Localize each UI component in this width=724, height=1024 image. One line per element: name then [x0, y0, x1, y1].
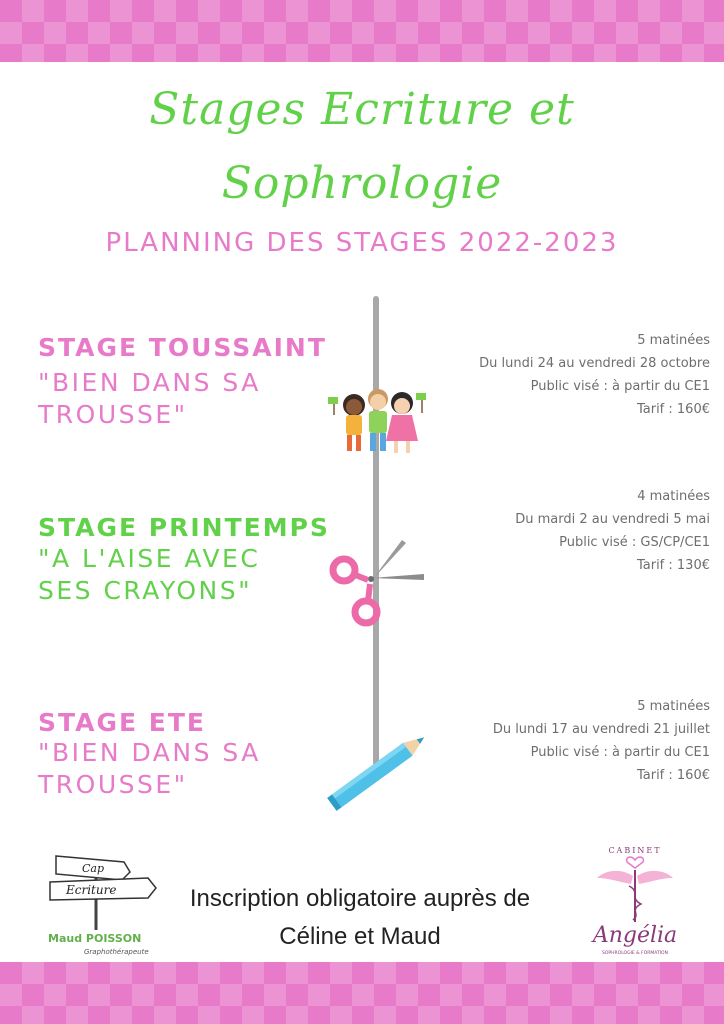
info-dates: Du lundi 24 au vendredi 28 octobre [479, 356, 710, 371]
stage-ete-subtitle: "BIEN DANS SA TROUSSE" [38, 738, 261, 799]
stage-ete-title: STAGE ETE [38, 708, 206, 737]
pencil-icon [326, 722, 438, 814]
angelia-logo [585, 842, 685, 960]
logo-left-role: Graphothérapeute [84, 948, 149, 956]
inscription-text [150, 880, 570, 956]
info-dates: Du mardi 2 au vendredi 5 mai [515, 512, 710, 527]
logo-left-name: Maud POISSON [48, 932, 142, 945]
inscription-line2: Céline et Maud [279, 923, 441, 950]
scissors-icon [328, 534, 432, 628]
stage-toussaint-subtitle: "BIEN DANS SA TROUSSE" [38, 368, 261, 429]
stage-printemps-title: STAGE PRINTEMPS [38, 513, 330, 542]
children-icon [326, 385, 430, 457]
logo-right-name: Angélia [592, 923, 678, 948]
stage-ete-info [493, 695, 710, 787]
logo-right-top: CABINET [608, 846, 662, 855]
stage-toussaint-title: STAGE TOUSSAINT [38, 333, 327, 362]
logo-right-tagline: SOPHROLOGIE & FORMATION [602, 951, 668, 956]
info-price: Tarif : 160€ [636, 768, 710, 783]
info-price: Tarif : 130€ [636, 558, 710, 573]
page-title-line1: Stages Ecriture et [149, 84, 575, 135]
info-audience: Public visé : GS/CP/CE1 [559, 535, 710, 550]
info-sessions: 4 matinées [637, 489, 710, 504]
sign-bottom-text: Ecriture [66, 883, 117, 897]
info-sessions: 5 matinées [637, 699, 710, 714]
stage-printemps-info [515, 485, 710, 577]
timeline-line [373, 296, 379, 766]
sign-top-text: Cap [82, 862, 105, 875]
info-dates: Du lundi 17 au vendredi 21 juillet [492, 722, 710, 737]
page-title-line2: Sophrologie [221, 158, 503, 209]
inscription-line1: Inscription obligatoire auprès de [189, 885, 531, 912]
page-subtitle: PLANNING DES STAGES 2022-2023 [105, 228, 619, 258]
top-pattern-band [0, 0, 724, 62]
info-audience: Public visé : à partir du CE1 [530, 379, 710, 394]
info-price: Tarif : 160€ [636, 402, 710, 417]
info-sessions: 5 matinées [637, 333, 710, 348]
stage-toussaint-info [479, 329, 710, 421]
info-audience: Public visé : à partir du CE1 [530, 745, 710, 760]
stage-printemps-subtitle: "A L'AISE AVEC SES CRAYONS" [38, 544, 261, 605]
bottom-pattern-band [0, 962, 724, 1024]
